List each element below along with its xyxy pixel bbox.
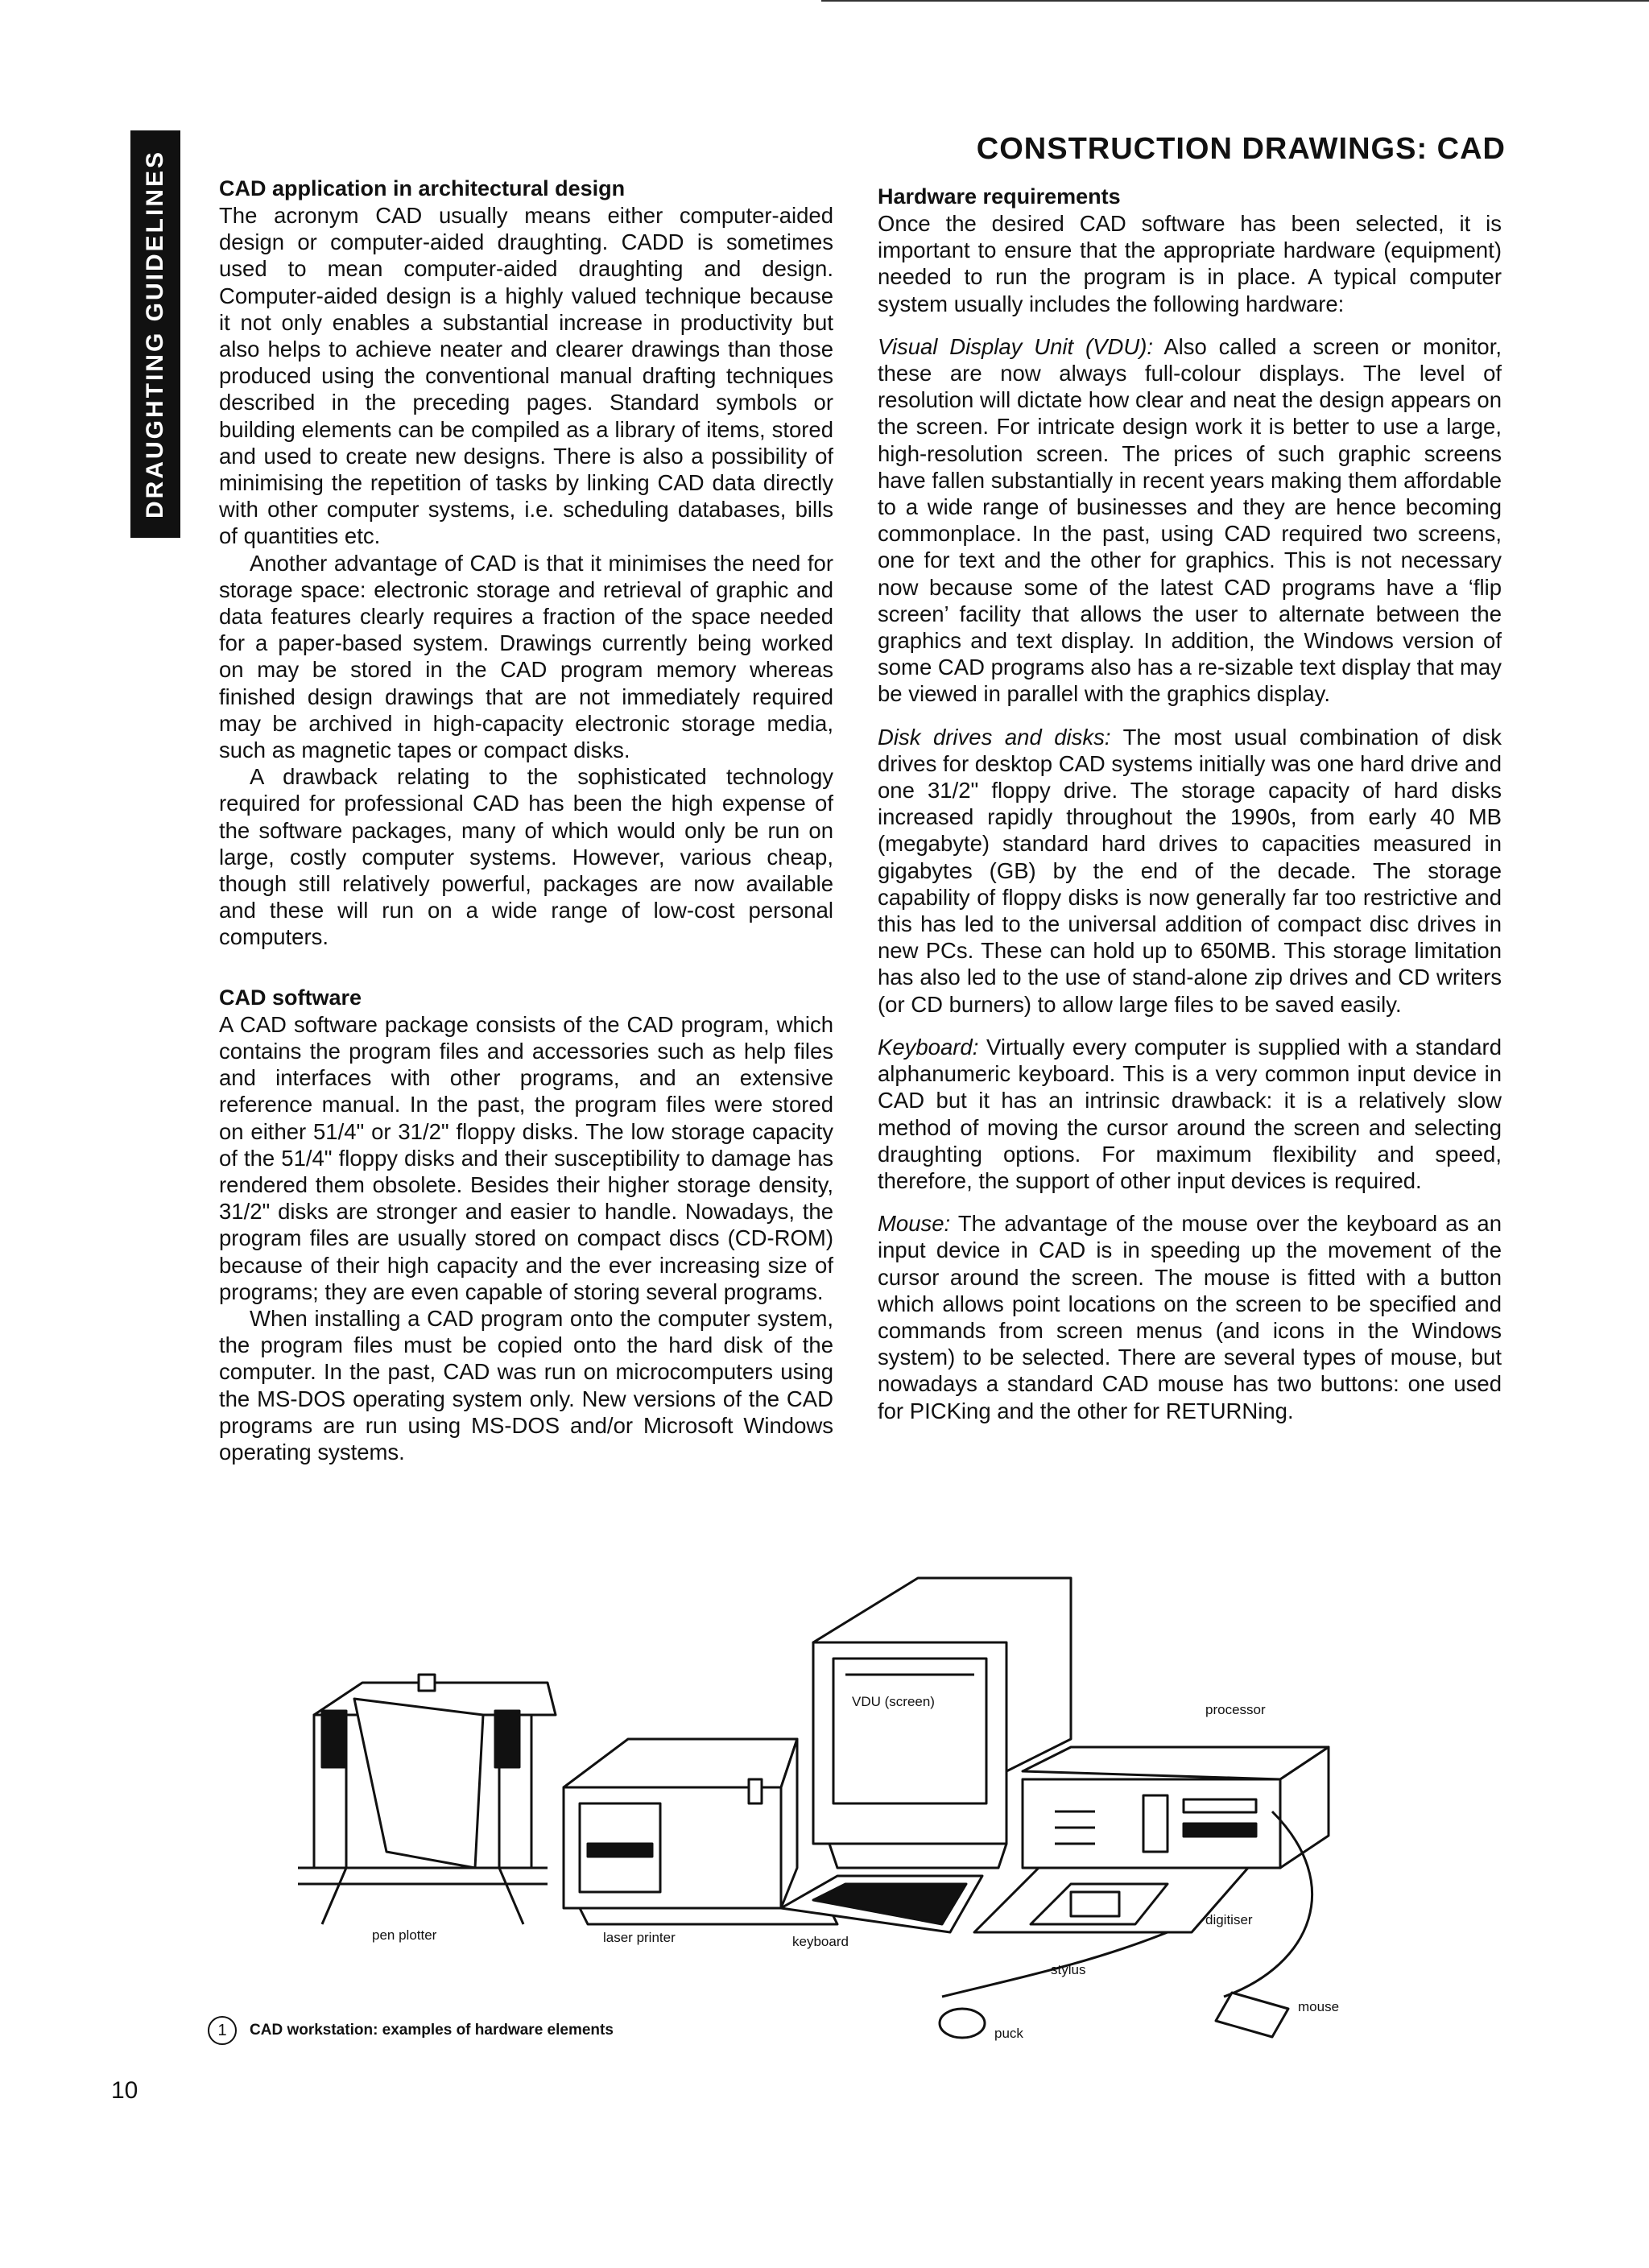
paragraph-disk	[878, 724, 1502, 1018]
left-column	[219, 176, 833, 1465]
paragraph: When installing a CAD program onto the computer system, the program files must be copied onto the hard disk of the computer. In the past, CAD was run on microcomputers using the MS-DOS operating system only. New versions of the CAD programs are run using MS-DOS and/or Microsoft Windows operating systems.	[219, 1305, 833, 1464]
label-mouse: mouse	[1298, 1999, 1340, 2014]
right-column	[878, 184, 1502, 1424]
side-tab-label: DRAUGHTING GUIDELINES	[142, 149, 169, 519]
term-mouse: Mouse:	[878, 1211, 951, 1237]
label-puck: puck	[994, 2026, 1023, 2041]
label-processor: processor	[1205, 1702, 1266, 1717]
paragraph: A drawback relating to the sophisticated technology required for professional CAD has been the high expense of the software packages, many of which would only be run on large, costly computer systems. However, various cheap, though still relatively powerful, packages are now available and these will run on a wide range of low-cost personal computers.	[219, 764, 833, 950]
paragraph-mouse	[878, 1210, 1502, 1424]
paragraph-keyboard	[878, 1034, 1502, 1194]
figure-caption-text: CAD workstation: examples of hardware elements	[250, 2022, 614, 2039]
paragraph: Once the desired CAD software has been selected, it is important to ensure that the appropriate hardware (equipment) needed to run the program is in place. A typical computer system usually includes the following hardware:	[878, 211, 1502, 316]
term-disk: Disk drives and disks:	[878, 724, 1111, 750]
text-mouse: The advantage of the mouse over the keyboard as an input device in CAD is in speeding up the movement of the cursor around the screen. The mouse is fitted with a button which allows point locations on the screen to be specified and commands from screen menus (and icons in the Windows system) to be selected. There are several types of mouse, but nowadays a standard CAD mouse has two buttons: one used for PICKing and the other for RETURNing.	[878, 1211, 1502, 1423]
processor-unit	[1023, 1747, 1329, 1868]
label-digitiser: digitiser	[1205, 1912, 1253, 1927]
paragraph: A CAD software package consists of the CAD program, which contains the program files and accessories such as help files and interfaces with other programs, and an extensive reference manual. In the past, the program files were stored on either 51/4" or 31/2" floppy disks. The low storage capacity of the 51/4" floppy disks and their susceptibility to damage has rendered them obsolete. Besides their higher storage density, 31/2" disks are stronger and easier to handle. Nowadays, the program files are usually stored on compact discs (CD-ROM) because of their high capacity and the ever increasing size of programs; they are even capable of storing several programs.	[219, 1011, 833, 1304]
label-pen-plotter: pen plotter	[372, 1927, 437, 1943]
text-vdu: Also called a screen or monitor, these are now always full-colour displays. The level of resolution will dictate how clear and neat the design appears on the screen. For intricate design work it is better to use a large, high-resolution screen. The prices of such graphic screens have fallen substantially in recent years making them affordable to a wide range of businesses and they are hence becoming commonplace. In the past, using CAD required two screens, one for text and the other for graphics. This is not necessary now because some of the latest CAD programs have a ‘flip screen’ facility that allows the user to alternate between the graphics and text display. In addition, the Windows version of some CAD programs also has a re-sizable text display that may be viewed in parallel with the graphics display.	[878, 333, 1502, 707]
term-keyboard: Keyboard:	[878, 1034, 979, 1060]
pen-plotter	[298, 1675, 556, 1924]
page-title: CONSTRUCTION DRAWINGS: CAD	[976, 132, 1506, 166]
figure-number: 1	[208, 2016, 237, 2045]
text-disk: The most usual combination of disk drives for desktop CAD systems initially was one hard drive and one 31/2" floppy drive. The storage capacity of hard disks increased rapidly throughout the 1990s, from early 40 MB (megabyte) standard hard drives to capacities measured in gigabytes (GB) by the end of the decade. The storage capability of floppy disks is now generally far too restrictive and this has led to the universal addition of compact disc drives in new PCs. These can hold up to 650MB. This storage limitation has also led to the use of stand-alone zip drives and CD writers (or CD burners) to allow large files to be saved easily.	[878, 724, 1502, 1017]
section-heading-cad-software: CAD software	[219, 985, 362, 1010]
label-laser-printer: laser printer	[603, 1930, 676, 1945]
paragraph-vdu	[878, 333, 1502, 708]
figure-caption	[208, 2016, 614, 2045]
section-heading-hardware: Hardware requirements	[878, 184, 1121, 209]
paragraph: Another advantage of CAD is that it minimises the need for storage space: electronic storage and retrieval of graphic and data features clearly requires a fraction of the space needed for a paper-based system. Drawings currently being worked on may be stored in the CAD program memory whereas finished design drawings that are not immediately required may be archived in high-capacity electronic storage media, such as magnetic tapes or compact disks.	[219, 550, 833, 763]
term-vdu: Visual Display Unit (VDU):	[878, 333, 1154, 359]
label-keyboard: keyboard	[792, 1934, 849, 1949]
page-number: 10	[111, 2077, 138, 2104]
section-heading-cad-application: CAD application in architectural design	[219, 176, 626, 200]
top-rule	[821, 0, 1649, 2]
text-keyboard: Virtually every computer is supplied with a standard alphanumeric keyboard. This is a very common input device in CAD but it has an intrinsic drawback: it is a relatively slow method of moving the cursor around the screen and selecting draughting options. For maximum flexibility and speed, therefore, the support of other input devices is required.	[878, 1034, 1502, 1193]
label-stylus: stylus	[1051, 1962, 1086, 1977]
workstation-illustration	[201, 1546, 1369, 2061]
label-vdu: VDU (screen)	[852, 1694, 935, 1709]
section-side-tab	[130, 130, 180, 538]
laser-printer	[564, 1739, 837, 1924]
paragraph: The acronym CAD usually means either computer-aided design or computer-aided draughting. CADD is sometimes used to mean computer-aided draughting and design. Computer-aided design is a highly valued technique because it not only enables a substantial increase in productivity but also helps to achieve neater and clearer drawings than those produced using the conventional manual drafting techniques described in the preceding pages. Standard symbols or building elements can be compiled as a library of items, stored and used to create new designs. There is also a possibility of minimising the repetition of tasks by linking CAD data directly with other computer systems, i.e. scheduling databases, bills of quantities etc.	[219, 203, 833, 549]
